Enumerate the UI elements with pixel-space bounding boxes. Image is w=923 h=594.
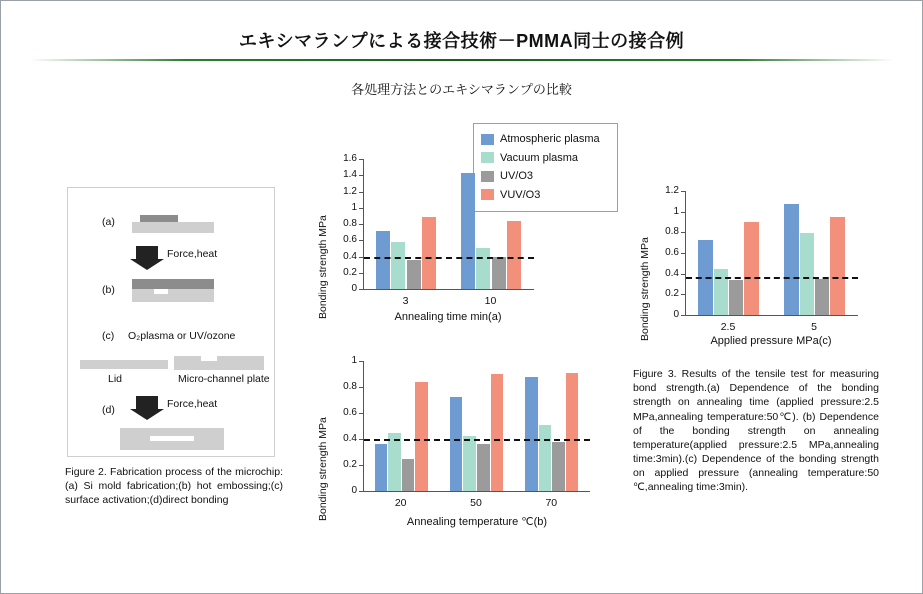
figure2-label-c: (c) (102, 330, 115, 342)
y-axis-tickmark (359, 387, 363, 388)
chart-a-ylabel: Bonding strength MPa (317, 215, 329, 319)
chart-annealing-time (311, 151, 541, 341)
y-axis-tickmark (359, 175, 363, 176)
y-axis-tickmark (681, 274, 685, 275)
chart-bar (507, 221, 521, 289)
y-axis-tickmark (359, 465, 363, 466)
embossed-mold (132, 279, 214, 289)
chart-bar (375, 444, 388, 491)
chart-bar (476, 248, 490, 289)
force-heat-label-2: Force,heat (167, 398, 218, 410)
chart-a-xlabel: Annealing time min(a) (394, 311, 502, 323)
chart-bar (376, 231, 390, 290)
y-axis-tick-label: 0 (351, 485, 357, 496)
reference-dashed-line (364, 439, 590, 441)
chart-c-plot (685, 191, 858, 316)
chart-bar (729, 280, 743, 315)
y-axis-tick-label: 0.8 (665, 226, 679, 238)
chart-bar (391, 242, 405, 289)
y-axis-tickmark (359, 224, 363, 225)
chart-bar (450, 397, 463, 491)
legend-label: VUV/O3 (500, 188, 541, 201)
figure2-diagram (67, 187, 275, 457)
y-axis-tick-label: 0.6 (343, 407, 357, 418)
chart-bar (525, 377, 538, 491)
y-axis-tickmark (359, 240, 363, 241)
y-axis-tick-label: 1.2 (665, 185, 679, 196)
microchannel-piece (174, 356, 264, 370)
y-axis-tick-label: 0.6 (665, 247, 679, 258)
chart-bar (539, 425, 552, 491)
y-axis-tick-label: 0.4 (665, 267, 679, 279)
y-axis-tick-label: 1 (673, 205, 679, 217)
y-axis-tick-label: 0.4 (343, 250, 357, 262)
y-axis-tick-label: 1.6 (343, 153, 357, 164)
x-axis-category-label: 50 (470, 497, 482, 509)
chart-bar (830, 217, 844, 315)
y-axis-tickmark (681, 212, 685, 213)
figure2-label-a: (a) (102, 216, 115, 228)
chart-bar (491, 374, 504, 491)
microchannel-groove (201, 356, 217, 361)
figure2-caption: Figure 2. Fabrication process of the microchip:(a) Si mold fabrication;(b) hot embossing;(c) surface activation;(d)direct bonding (65, 466, 283, 507)
embossed-channel (154, 289, 168, 294)
mold-protrusion (140, 215, 178, 222)
y-axis-tickmark (681, 294, 685, 295)
legend-item-atmospheric-plasma (481, 131, 609, 148)
force-heat-label-1: Force,heat (167, 248, 218, 260)
chart-bar (388, 433, 401, 492)
reference-dashed-line (364, 257, 534, 259)
chart-bar (477, 444, 490, 491)
y-axis-tickmark (359, 257, 363, 258)
chart-bar (402, 459, 415, 492)
x-axis-category-label: 10 (484, 295, 497, 307)
y-axis-tickmark (681, 191, 685, 192)
x-axis-category-label: 3 (402, 295, 409, 307)
y-axis-tickmark (359, 208, 363, 209)
chart-bar (714, 269, 728, 316)
y-axis-tick-label: 0.2 (343, 266, 357, 278)
surface-activation-text: O₂plasma or UV/ozone (128, 330, 236, 342)
chart-applied-pressure (633, 183, 863, 363)
force-arrow-1-shaft (136, 246, 158, 259)
chart-bar (566, 373, 579, 491)
mold-base (132, 222, 214, 233)
chart-bar (784, 204, 798, 315)
legend-label: UV/O3 (500, 170, 534, 182)
force-arrow-2-head (130, 409, 164, 420)
y-axis-tickmark (681, 315, 685, 316)
y-axis-tickmark (359, 273, 363, 274)
y-axis-tick-label: 1 (351, 355, 357, 366)
y-axis-tickmark (359, 159, 363, 160)
figure2-label-d: (d) (102, 404, 115, 416)
page-title: エキシマランプによる接合技術－PMMA同士の接合例 (238, 31, 685, 51)
legend-label: Atmospheric plasma (500, 133, 600, 145)
y-axis-tick-label: 1.2 (343, 185, 357, 197)
y-axis-tick-label: 0.2 (343, 459, 357, 470)
y-axis-tickmark (359, 192, 363, 193)
bonded-channel (150, 436, 194, 441)
y-axis-tickmark (359, 439, 363, 440)
chart-bar (744, 222, 758, 315)
legend-swatch-icon (481, 134, 494, 145)
chart-bar (815, 279, 829, 315)
y-axis-tick-label: 0 (351, 283, 357, 294)
x-axis-category-label: 70 (545, 497, 558, 509)
y-axis-tickmark (681, 232, 685, 233)
chart-c-xlabel: Applied pressure MPa(c) (710, 335, 832, 347)
force-arrow-1-head (130, 259, 164, 270)
y-axis-tick-label: 0.4 (343, 433, 357, 444)
x-axis-category-label: 20 (394, 497, 407, 509)
title-divider (29, 59, 894, 61)
lid-piece (80, 360, 168, 369)
embossed-substrate (132, 289, 214, 302)
figure3-caption: Figure 3. Results of the tensile test for measuring bond strength.(a) Dependence of the bonding strength on annealing time (applied pressure:2.5 MPa,annealing temperature:50℃). (b) Dependence of the bonding strength on annealing temperature(applied pressure:2.5 MPa,annealing time:3min).(c) Dependence of the bonding strength on applied pressure (annealing temperature:50 ℃,annealing time:3min). (633, 368, 879, 494)
force-arrow-2-shaft (136, 396, 158, 409)
y-axis-tickmark (359, 289, 363, 290)
chart-bar (463, 436, 476, 491)
chart-a-plot (363, 159, 534, 290)
y-axis-tick-label: 0.8 (343, 218, 357, 229)
y-axis-tick-label: 0.2 (665, 288, 679, 300)
lid-label: Lid (108, 373, 123, 385)
chart-bar (552, 442, 565, 491)
y-axis-tick-label: 0.6 (343, 234, 357, 246)
chart-bar (800, 233, 814, 315)
page-subtitle: 各処理方法とのエキシマランプの比較 (351, 82, 572, 97)
y-axis-tickmark (359, 361, 363, 362)
chart-bar (415, 382, 428, 491)
chart-b-xlabel: Annealing temperature ℃(b) (406, 516, 548, 528)
x-axis-category-label: 2.5 (720, 321, 736, 333)
chart-bar (407, 260, 421, 289)
y-axis-tick-label: 0 (673, 309, 679, 320)
y-axis-tick-label: 0.8 (343, 381, 357, 392)
y-axis-tickmark (681, 253, 685, 254)
chart-bar (422, 217, 436, 289)
microchannel-plate-label: Micro-channel plate (178, 373, 270, 385)
figure2-label-b: (b) (102, 284, 115, 296)
x-axis-category-label: 5 (811, 321, 817, 333)
chart-c-ylabel: Bonding strength MPa (639, 237, 651, 341)
chart-bar (461, 173, 475, 289)
chart-annealing-temperature (311, 353, 611, 543)
chart-b-ylabel: Bonding strength MPa (317, 417, 329, 521)
y-axis-tick-label: 1.4 (343, 169, 357, 181)
y-axis-tick-label: 1 (351, 201, 357, 213)
chart-b-plot (363, 361, 590, 492)
y-axis-tickmark (359, 491, 363, 492)
legend-label: Vacuum plasma (500, 151, 579, 164)
y-axis-tickmark (359, 413, 363, 414)
reference-dashed-line (686, 277, 858, 279)
chart-bar (492, 257, 506, 290)
